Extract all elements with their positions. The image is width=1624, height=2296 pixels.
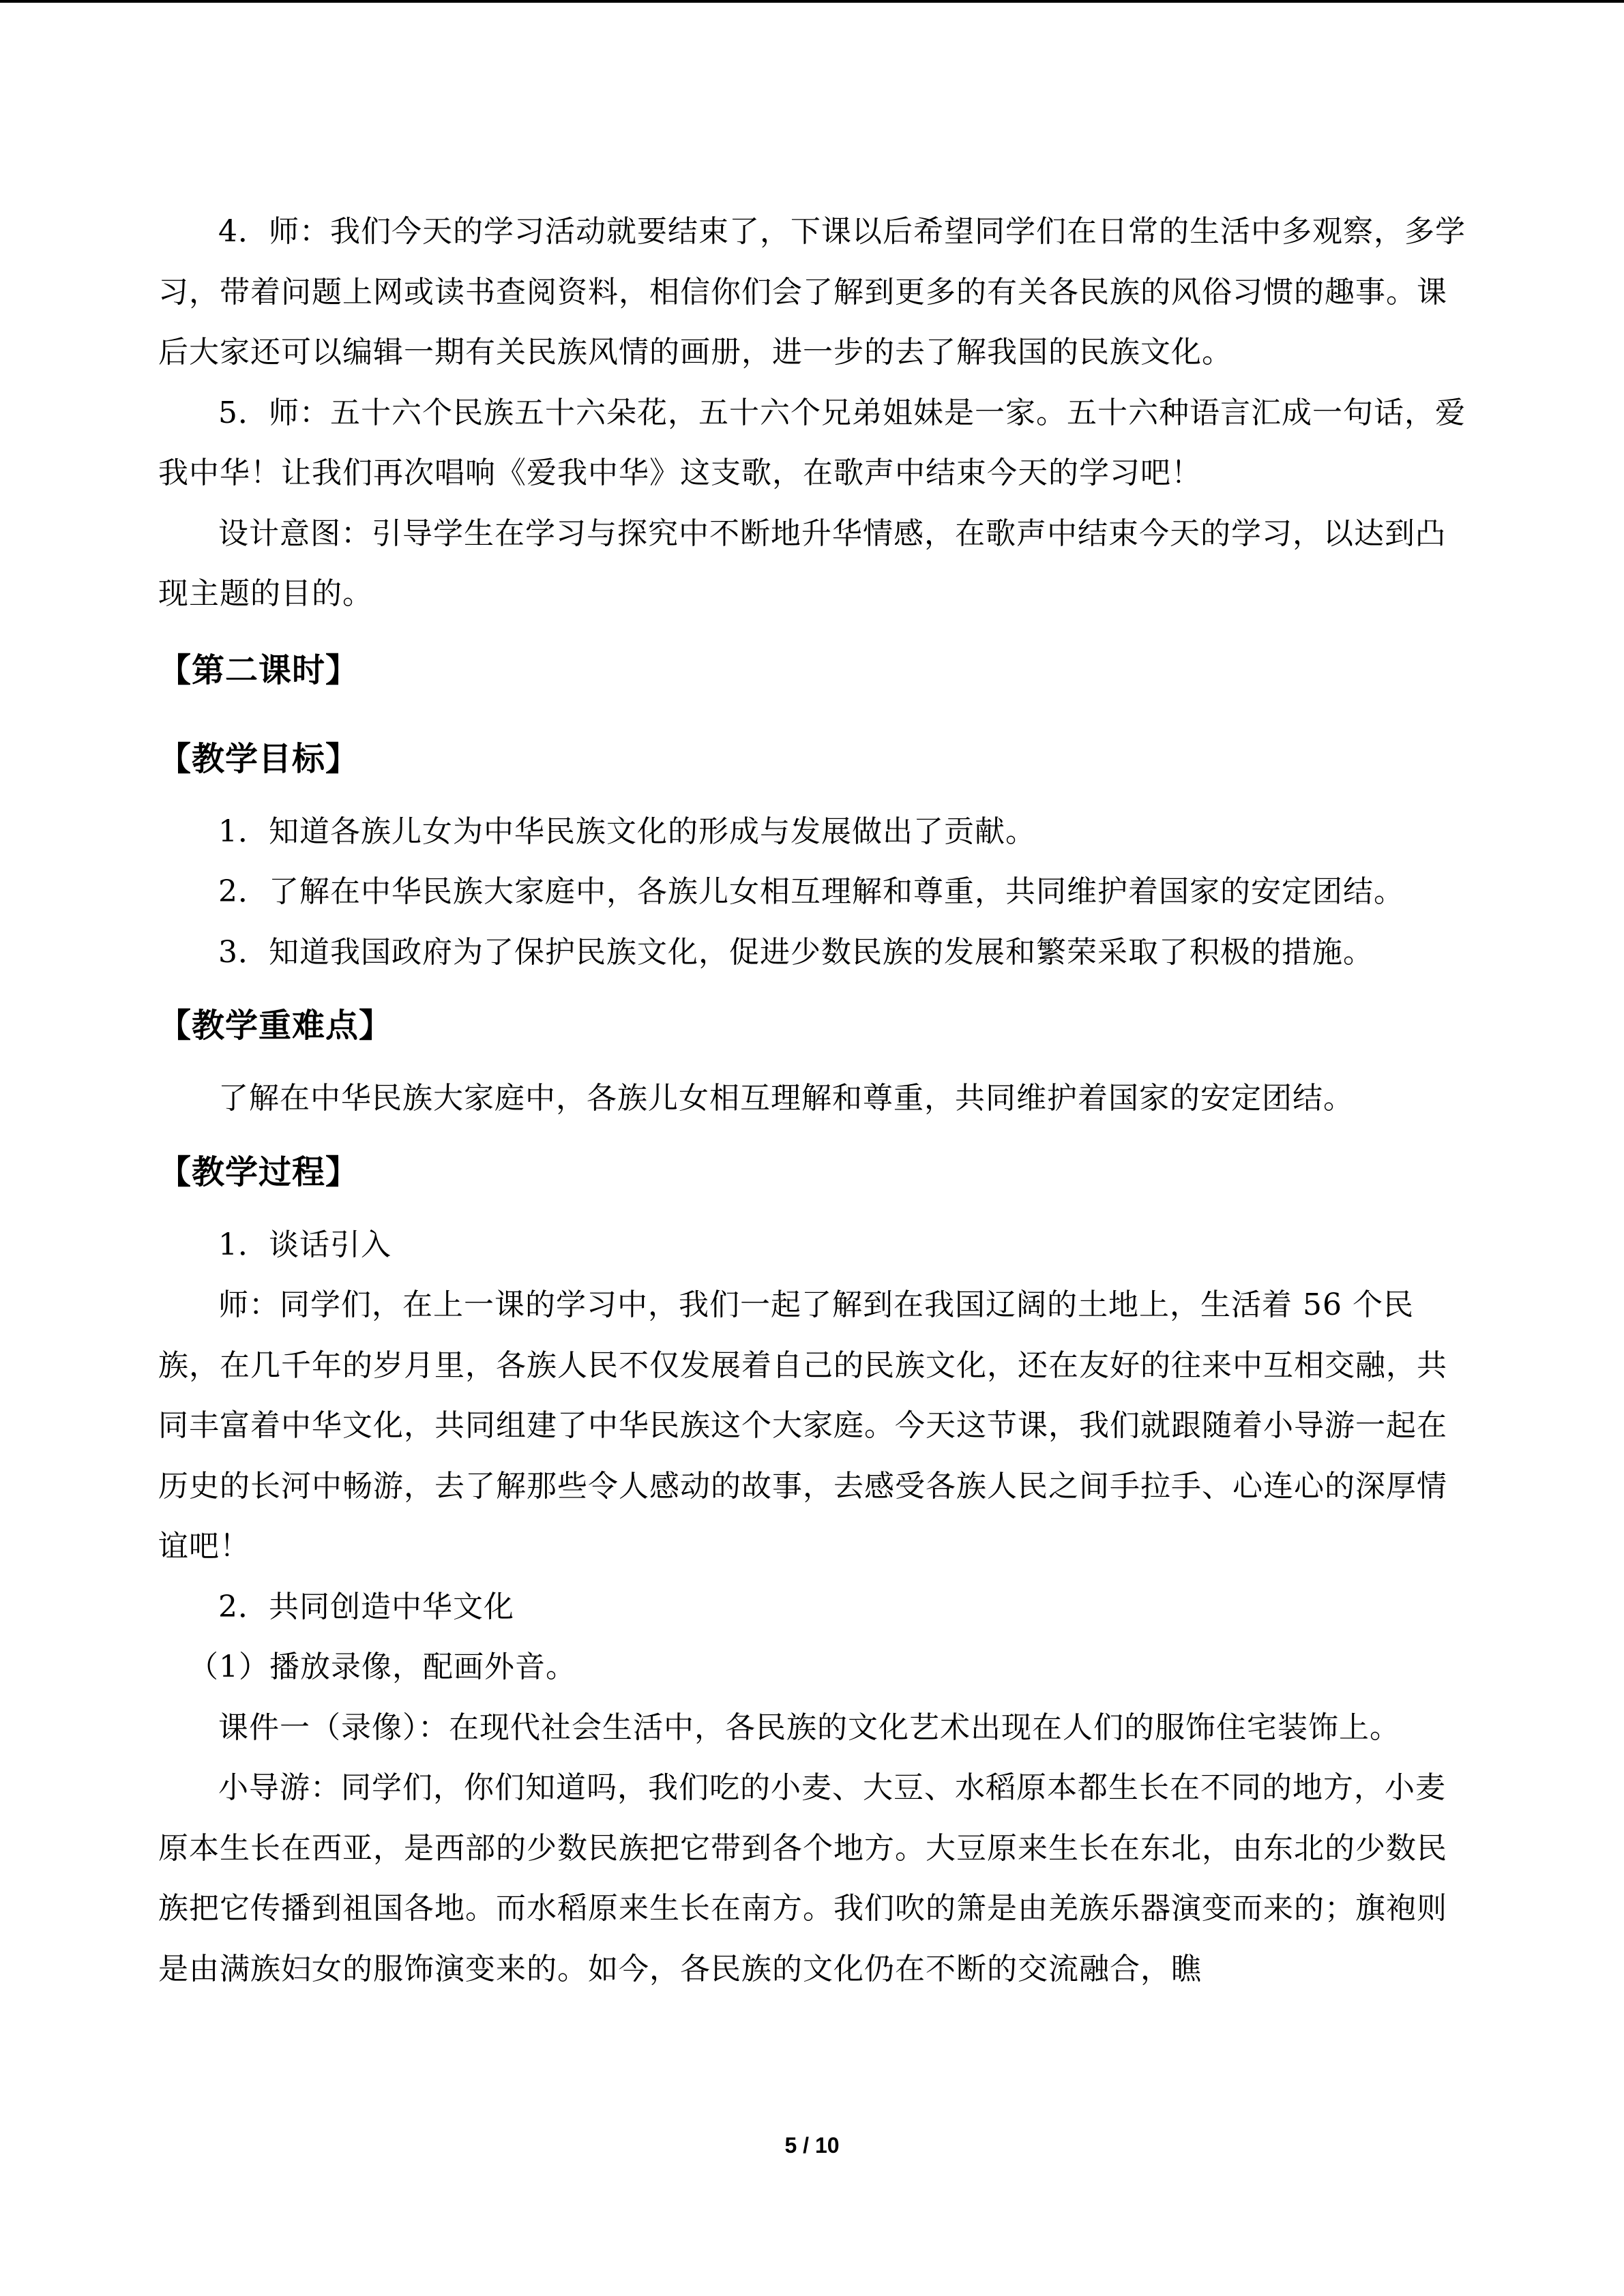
paragraph-4: 4．师：我们今天的学习活动就要结束了，下课以后希望同学们在日常的生活中多观察，多学习，带着问题上网或读书查阅资料，相信你们会了解到更多的有关各民族的风俗习惯的趣事。课后大家还可以编辑一期有关民族风情的画册，进一步的去了解我国的民族文化。 — [158, 214, 1466, 370]
step2-video-text: 课件一（录像）：在现代社会生活中，各民族的文化艺术出现在人们的服饰住宅装饰上。 — [218, 1710, 1400, 1745]
goals-heading: 【教学目标】 — [158, 739, 359, 778]
paragraph-5: 5．师：五十六个民族五十六朵花，五十六个兄弟姐妹是一家。五十六种语言汇成一句话，爱我中华！让我们再次唱响《爱我中华》这支歌，在歌声中结束今天的学习吧！ — [158, 395, 1466, 490]
key-point-text: 了解在中华民族大家庭中，各族儿女相互理解和尊重，共同维护着国家的安定团结。 — [218, 1081, 1354, 1116]
design-intent-paragraph: 设计意图：引导学生在学习与探究中不断地升华情感，在歌声中结束今天的学习，以达到凸现主题的目的。 — [158, 516, 1446, 611]
step1-text: 师：同学们，在上一课的学习中，我们一起了解到在我国辽阔的土地上，生活着 56 个民族，在几千年的岁月里，各族人民不仅发展着自己的民族文化，还在友好的往来中互相交融，共同丰富着中华文化，共同组建了中华民族这个大家庭。今天这节课，我们就跟随着小导游一起在历史的长河中畅游，去了解那些令人感动的故事，去感受各族人民之间手拉手、心连心的深厚情谊吧！ — [158, 1287, 1447, 1564]
lesson-heading: 【第二课时】 — [158, 651, 359, 689]
goal-item: 2．了解在中华民族大家庭中，各族儿女相互理解和尊重，共同维护着国家的安定团结。 — [218, 874, 1404, 909]
process-heading: 【教学过程】 — [158, 1152, 359, 1191]
page-top-border — [0, 0, 1624, 3]
step2-subtitle: （1）播放录像，配画外音。 — [188, 1650, 576, 1684]
goal-item: 1．知道各族儿女为中华民族文化的形成与发展做出了贡献。 — [218, 814, 1036, 849]
document-body — [158, 202, 1475, 1999]
goal-item: 3．知道我国政府为了保护民族文化，促进少数民族的发展和繁荣采取了积极的措施。 — [218, 934, 1374, 970]
step2-guide-text: 小导游：同学们，你们知道吗，我们吃的小麦、大豆、水稻原本都生长在不同的地方，小麦原本生长在西亚，是西部的少数民族把它带到各个地方。大豆原来生长在东北，由东北的少数民族把它传播到祖国各地。而水稻原来生长在南方。我们吹的箫是由羌族乐器演变而来的；旗袍则是由满族妇女的服饰演变来的。如今，各民族的文化仍在不断的交流融合，瞧 — [158, 1770, 1447, 1986]
page-number: 5 / 10 — [784, 2133, 840, 2158]
key-points-heading: 【教学重难点】 — [158, 1007, 393, 1045]
step2-title: 2．共同创造中华文化 — [218, 1589, 514, 1624]
step1-title: 1．谈话引入 — [218, 1227, 392, 1262]
